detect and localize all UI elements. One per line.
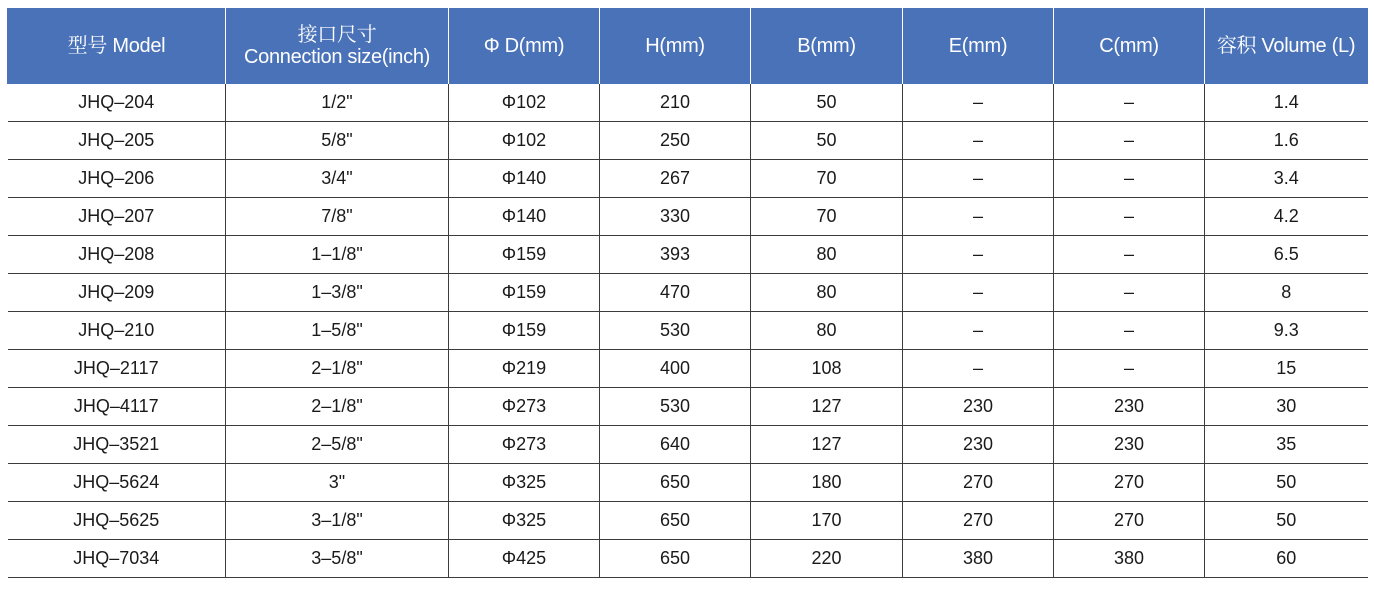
cell-volume: 1.4 — [1205, 84, 1368, 122]
header-volume: 容积 Volume (L) — [1205, 8, 1368, 84]
cell-diameter: Φ325 — [449, 464, 600, 502]
cell-height: 650 — [600, 502, 751, 540]
cell-diameter: Φ159 — [449, 312, 600, 350]
cell-height: 650 — [600, 464, 751, 502]
cell-height: 640 — [600, 426, 751, 464]
cell-connection-size: 5/8" — [226, 122, 449, 160]
cell-connection-size: 2–5/8" — [226, 426, 449, 464]
table-header — [8, 8, 1368, 84]
cell-model: JHQ–5625 — [8, 502, 226, 540]
cell-diameter: Φ219 — [449, 350, 600, 388]
header-connection-size-en: Connection size(inch) — [243, 46, 430, 68]
cell-height: 330 — [600, 198, 751, 236]
cell-height: 267 — [600, 160, 751, 198]
cell-c: – — [1054, 122, 1205, 160]
cell-height: 210 — [600, 84, 751, 122]
table-row — [8, 540, 1368, 578]
cell-model: JHQ–4117 — [8, 388, 226, 426]
cell-volume: 6.5 — [1205, 236, 1368, 274]
cell-volume: 60 — [1205, 540, 1368, 578]
cell-volume: 9.3 — [1205, 312, 1368, 350]
table-row — [8, 312, 1368, 350]
cell-volume: 30 — [1205, 388, 1368, 426]
cell-model: JHQ–7034 — [8, 540, 226, 578]
cell-c: 230 — [1054, 388, 1205, 426]
cell-diameter: Φ325 — [449, 502, 600, 540]
cell-diameter: Φ273 — [449, 426, 600, 464]
cell-volume: 1.6 — [1205, 122, 1368, 160]
table-row — [8, 122, 1368, 160]
cell-diameter: Φ102 — [449, 84, 600, 122]
table-body — [8, 84, 1368, 578]
cell-c: 270 — [1054, 464, 1205, 502]
cell-connection-size: 3–5/8" — [226, 540, 449, 578]
cell-height: 250 — [600, 122, 751, 160]
header-diameter: Φ D(mm) — [449, 8, 600, 84]
cell-e: – — [903, 84, 1054, 122]
cell-c: 230 — [1054, 426, 1205, 464]
cell-volume: 35 — [1205, 426, 1368, 464]
cell-diameter: Φ140 — [449, 160, 600, 198]
cell-c: – — [1054, 84, 1205, 122]
table-row — [8, 274, 1368, 312]
cell-b: 80 — [751, 274, 903, 312]
cell-b: 70 — [751, 198, 903, 236]
cell-volume: 8 — [1205, 274, 1368, 312]
cell-model: JHQ–209 — [8, 274, 226, 312]
cell-diameter: Φ425 — [449, 540, 600, 578]
table-row — [8, 84, 1368, 122]
cell-model: JHQ–210 — [8, 312, 226, 350]
header-height: H(mm) — [600, 8, 751, 84]
cell-connection-size: 7/8" — [226, 198, 449, 236]
table-row — [8, 198, 1368, 236]
cell-b: 80 — [751, 312, 903, 350]
spec-table-container — [7, 8, 1367, 578]
cell-connection-size: 2–1/8" — [226, 350, 449, 388]
cell-model: JHQ–204 — [8, 84, 226, 122]
cell-b: 50 — [751, 122, 903, 160]
cell-e: – — [903, 350, 1054, 388]
cell-b: 127 — [751, 388, 903, 426]
header-b: B(mm) — [751, 8, 903, 84]
cell-e: 230 — [903, 388, 1054, 426]
cell-connection-size: 1–5/8" — [226, 312, 449, 350]
cell-model: JHQ–5624 — [8, 464, 226, 502]
cell-e: – — [903, 236, 1054, 274]
cell-b: 108 — [751, 350, 903, 388]
cell-e: 270 — [903, 464, 1054, 502]
cell-c: – — [1054, 236, 1205, 274]
cell-model: JHQ–206 — [8, 160, 226, 198]
cell-volume: 50 — [1205, 464, 1368, 502]
cell-e: 380 — [903, 540, 1054, 578]
cell-b: 70 — [751, 160, 903, 198]
cell-connection-size: 1–3/8" — [226, 274, 449, 312]
table-row — [8, 388, 1368, 426]
header-row — [8, 8, 1368, 84]
cell-e: – — [903, 122, 1054, 160]
cell-connection-size: 1/2" — [226, 84, 449, 122]
cell-height: 650 — [600, 540, 751, 578]
cell-connection-size: 3" — [226, 464, 449, 502]
cell-height: 530 — [600, 388, 751, 426]
cell-c: – — [1054, 160, 1205, 198]
cell-b: 80 — [751, 236, 903, 274]
cell-connection-size: 3/4" — [226, 160, 449, 198]
cell-e: – — [903, 312, 1054, 350]
header-connection-size — [226, 8, 449, 84]
cell-diameter: Φ159 — [449, 274, 600, 312]
header-c: C(mm) — [1054, 8, 1205, 84]
cell-model: JHQ–207 — [8, 198, 226, 236]
spec-table — [7, 8, 1368, 578]
cell-model: JHQ–208 — [8, 236, 226, 274]
cell-volume: 4.2 — [1205, 198, 1368, 236]
cell-c: – — [1054, 350, 1205, 388]
cell-e: – — [903, 160, 1054, 198]
cell-c: – — [1054, 274, 1205, 312]
cell-height: 470 — [600, 274, 751, 312]
cell-height: 393 — [600, 236, 751, 274]
cell-e: 230 — [903, 426, 1054, 464]
cell-diameter: Φ140 — [449, 198, 600, 236]
cell-diameter: Φ102 — [449, 122, 600, 160]
cell-height: 530 — [600, 312, 751, 350]
table-row — [8, 502, 1368, 540]
table-row — [8, 160, 1368, 198]
cell-b: 180 — [751, 464, 903, 502]
cell-model: JHQ–205 — [8, 122, 226, 160]
cell-model: JHQ–3521 — [8, 426, 226, 464]
cell-volume: 50 — [1205, 502, 1368, 540]
cell-c: 380 — [1054, 540, 1205, 578]
table-row — [8, 426, 1368, 464]
cell-b: 127 — [751, 426, 903, 464]
cell-e: – — [903, 274, 1054, 312]
cell-diameter: Φ159 — [449, 236, 600, 274]
cell-c: – — [1054, 312, 1205, 350]
cell-model: JHQ–2117 — [8, 350, 226, 388]
cell-connection-size: 3–1/8" — [226, 502, 449, 540]
cell-volume: 15 — [1205, 350, 1368, 388]
cell-c: – — [1054, 198, 1205, 236]
cell-volume: 3.4 — [1205, 160, 1368, 198]
cell-b: 220 — [751, 540, 903, 578]
cell-b: 50 — [751, 84, 903, 122]
header-e: E(mm) — [903, 8, 1054, 84]
table-row — [8, 236, 1368, 274]
cell-e: 270 — [903, 502, 1054, 540]
cell-b: 170 — [751, 502, 903, 540]
header-connection-size-cn: 接口尺寸 — [297, 24, 377, 46]
cell-height: 400 — [600, 350, 751, 388]
cell-e: – — [903, 198, 1054, 236]
cell-c: 270 — [1054, 502, 1205, 540]
cell-diameter: Φ273 — [449, 388, 600, 426]
cell-connection-size: 2–1/8" — [226, 388, 449, 426]
table-row — [8, 464, 1368, 502]
cell-connection-size: 1–1/8" — [226, 236, 449, 274]
header-model: 型号 Model — [8, 8, 226, 84]
table-row — [8, 350, 1368, 388]
